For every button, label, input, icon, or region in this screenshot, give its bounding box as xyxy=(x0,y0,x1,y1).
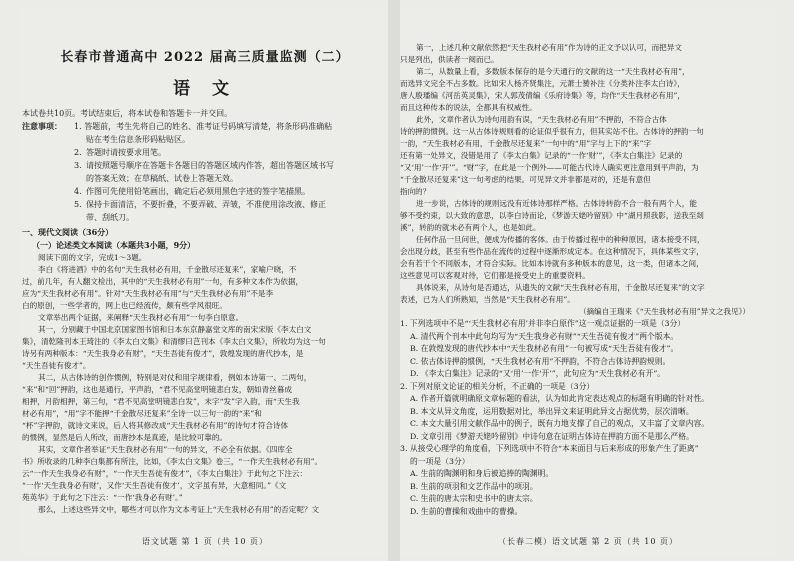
left-page xyxy=(22,8,388,553)
right-page-content xyxy=(400,8,776,518)
question-stem: 2. 下列对原文论证的相关分析，不正确的一项是（3分） xyxy=(400,381,595,391)
passage-line: 会有若干个不同版本，才符合实际。比如本诗就有多种版本的意见，这一类，但诸本之间， xyxy=(400,259,704,268)
answer-option: A. 作者开篇就明确原文章标题的看法，认为如此肯定表达观点的标题有明确的针对性。 xyxy=(410,394,710,403)
passage-line: 够不受约束，以大致的意思，以李白诗而论，《梦游天姥吟留别》中“湖月照我影，送我至剡 xyxy=(400,211,704,220)
passage-line: “一作‘天生我身必有财’，又作‘天生吾徒有俊才’，文字虽有异，大意相同。”《文 xyxy=(22,481,287,490)
reading-prompt: 阅读下面的文字，完成1～3题。 xyxy=(38,253,147,262)
passage-line: 其实，文章作者举证“天生我材必有用”一句的异文，不必全有依据。《四库全 xyxy=(38,445,293,454)
passage-line: 指向的？ xyxy=(400,187,431,196)
passage-line: “杯”字押韵，就诗文来说，后人将其修改成“天生我材必有用”的诗句才符合诗体 xyxy=(22,421,289,430)
passage-line: 具体说来，从诗句是否通达，从遗失的文献“天生我材必有用，千金散尽还复来”的文字 xyxy=(416,283,705,292)
passage-line: 一韵，“天生我材必有用，千金散尽还复来”一句中的“用”字与上下的“来”字 xyxy=(400,139,652,148)
passage-line: 云“一作天生我身必有财”，“一作天生吾徒有俊才”，《李太白集注》于此句之下注云： xyxy=(22,469,308,478)
passage-line: 唐人殷璠编《河岳英灵集》，宋人郭茂倩编《乐府诗集》等，均作“天生我材必有用”， xyxy=(400,91,685,100)
instruction-text: 答题前，考生先将自己的姓名、准考证号码填写清楚，将条形码准确粘 xyxy=(84,122,333,131)
passage-line: 诗另有两种版本：“天生我身必有财”，“天生吾徒有俊才”，敦煌发现的唐代抄本，是 xyxy=(22,349,304,358)
answer-option: A. 清代两个刊本中此句均写为“天生我身必有财”“天生吾徒有俊才”两个版本。 xyxy=(410,331,679,341)
instruction-item-3: 3. 请按照题号顺序在答题卡各题目的答题区域内作答，超出答题区域书写 xyxy=(74,161,334,170)
page-gutter xyxy=(388,0,400,561)
answer-option: B. 生前的项羽和文艺作品中的项羽。 xyxy=(410,481,538,491)
instructions-label: 注意事项： xyxy=(22,121,62,131)
passage-line: 任何作品一旦问世，便成为传播的客体。由于传播过程中的种种原因，诸本接受不同， xyxy=(416,235,705,244)
exam-title: 长春市普通高中 2022 届高三质量监测（二） xyxy=(60,50,350,65)
question-stem: 1. 下列选项中不是“‘天生我材必有用’并非李白原作”这一观点证据的一项是（3分） xyxy=(400,319,686,328)
page-footer-right: （长春二模）语文试题 第 2 页（共 10 页） xyxy=(498,537,678,546)
passage-line: 那么，上述这些异文中，哪些才可以作为文本考证上“天生我材必有用”的否定呢？文 xyxy=(38,505,320,514)
passage-line: 的惯例，显然是后人所改，而唐抄本是真迹，是比较可靠的。 xyxy=(22,433,228,442)
section-heading: 一、现代文阅读（36分） xyxy=(22,227,114,237)
passage-line: 李白《将进酒》中的名句“天生我材必有用，千金散尽还复来”，家喻户晓，不 xyxy=(38,265,297,274)
answer-option: C. 本文大量引用文献作品中的例子，既有力地支撑了自己的观点，又丰富了文章内容。 xyxy=(410,419,710,428)
passage-line: 第一，上述几种文献依然把“天生我材必有用”作为诗的正文予以认可，而把异文 xyxy=(416,43,682,52)
passage-line: 过，前几年，有人翻文检出，其中的“天生我材必有用”一句，有多种文本作为依据， xyxy=(22,277,304,286)
exam-notice: 本试卷共10页。考试结束后，将本试卷和答题卡一并交回。 xyxy=(22,109,233,118)
question-list xyxy=(400,318,776,518)
left-passage xyxy=(22,264,388,516)
passage-line: 会出现分歧，甚至有些作品在流传的过程中逐渐形成定本。在这种情况下，具体某些文字， xyxy=(400,247,704,256)
passage-line: 其一，分别藏于中国北京国家图书馆和日本东京静嘉堂文库的南宋宋版《李太白文 xyxy=(38,325,312,334)
passage-line: 文章举出两个证据，来阐释“天生我材必有用”一句李白原意。 xyxy=(38,313,244,322)
answer-option: C. 生前的唐太宗和史书中的唐太宗。 xyxy=(410,494,538,503)
subsection-heading: （一）论述类文本阅读（本题共3小题，9分） xyxy=(32,240,196,250)
passage-line: 只是列出，供读者一阅而已。 xyxy=(400,55,499,64)
page-footer-left: 语文试题 第 1 页（共 10 页） xyxy=(142,537,268,546)
answer-option: A. 生前的陶渊明和身后被追捧的陶渊明。 xyxy=(410,469,554,478)
passage-line: 而且这种传本的说法，全都具有权威性。 xyxy=(400,103,537,112)
answer-option: C. 依古体诗押韵惯例，“天生我材必有用”不押韵，不符合古体诗押韵规则。 xyxy=(410,356,671,366)
instruction-item-4: 4. 作图可先使用铅笔画出，确定后必须用黑色字迹的签字笔描黑。 xyxy=(74,187,310,196)
right-page xyxy=(400,8,776,553)
passage-line: 溪”，转韵的就未必有两个人，也是如此。 xyxy=(400,223,541,232)
passage-line: “又‘用’一作‘开’”。“财”字，在此是一个例外——可能古代诗人确实更注意用到平声韵，为 xyxy=(400,163,699,172)
instructions-list xyxy=(74,133,388,224)
passage-line: 白的原创，一些学者的，网上也已经流传，颇有些学风很旺。 xyxy=(22,301,228,310)
passage-line: “天生吾徒有俊才”。 xyxy=(22,361,91,370)
answer-option: B. 在敦煌发现的唐代抄本中“天生我材必有用”一句被写成“天生吾徒有俊才”。 xyxy=(410,344,679,353)
passage-line: 而选异文完全不占多数。比如宋人杨齐贤集注，元萧士赟补注《分类补注李太白诗》， xyxy=(400,79,685,88)
right-passage xyxy=(400,42,776,306)
passage-line: 书》所收录的几种李白集都有所注，比如，《李太白文集》卷三，“一作天生我材必有用”。 xyxy=(22,457,323,466)
instruction-item-1 xyxy=(74,120,332,133)
answer-option: D. 《李太白集注》记录的“又‘用’一作‘开’”，此句应为“天生我材必有开”。 xyxy=(410,369,666,378)
passage-line: “千金散尽还复来”这一句考虑的结果。可见异文并非都是对的，还是有意但 xyxy=(400,175,651,184)
passage-line: 相押，月韵相押，第三句，“君不见高堂明镜悲白发”，末字“发”字入韵，而“天生我 xyxy=(22,397,300,406)
instruction-item-5: 5. 保持卡面清洁，不要折叠，不要弄破、弄皱，不准使用涂改液、修正 xyxy=(74,200,326,209)
passage-line: 苑英华》于此句之下注云：“一作‘我身必有财’。” xyxy=(22,493,183,502)
question-stem-continuation: 的一项是（3分） xyxy=(410,456,470,466)
passage-line: “来”和“回”押韵，这也是通行，平声韵，“君不见高堂明镜悲白发，朝如青丝暮成 xyxy=(22,385,293,394)
passage-line: 进一步说，古体诗的规则远没有近体诗那样严格。古体诗转韵不合一般有两个人，能 xyxy=(416,199,697,208)
passage-line: 第二，从数量上看，多数版本保存的是今天通行的文献的这一“天生我材必有用”， xyxy=(416,67,690,76)
instruction-item-2: 2. 答题时请按要求用笔。 xyxy=(74,148,166,157)
passage-line: 材必有用”，“用”字不能押“千金散尽还复来”全诗一以三句一韵的“来”和 xyxy=(22,409,262,418)
instruction-number: 1. xyxy=(74,122,82,131)
passage-line: 应为“天生我材必有用”。针对“天生我材必有用”与“天生我材必有用”不是李 xyxy=(22,289,274,298)
passage-line: 诗的押韵惯例。这一从古体诗规则看的论证似乎很有力，但其实站不住。古体诗的押韵一句 xyxy=(400,127,704,136)
passage-line: 集》，清乾隆刊本王琦注的《李太白文集》和清缪曰芑刊本《李太白文集》，所收均为这一句 xyxy=(22,337,326,346)
passage-line: 其二，从古体诗的创作惯例，特别是对仗和用字规律看，例如本诗第一、二两句， xyxy=(38,373,312,382)
instruction-continuation-1: 贴在考生信息条形码粘贴区。 xyxy=(86,135,190,144)
passage-line: 还有第一处异文，没错是用了《李太白集》记录的“一作‘财’”，《李太白集注》记录的 xyxy=(400,151,683,160)
passage-line: 此外，文章作者认为诗句用韵有误，“天生我材必有用”不押韵，不符合古体 xyxy=(416,115,667,124)
passage-line: 这些意见可以客观对待，它们都是接受史上的重要资料。 xyxy=(400,271,590,280)
subject-heading: 语 文 xyxy=(173,79,237,99)
instructions-header xyxy=(22,120,388,133)
question-stem: 3. 从接受心理学的角度看，下列选项中不符合“本来面目与后来形成的形象产生了距离” xyxy=(400,444,699,453)
answer-option: D. 文章引用《梦游天姥吟留别》中诗句意在证明古体诗在押韵方面不是那么严格。 xyxy=(410,431,694,441)
answer-option: D. 生前的曹操和戏曲中的曹操。 xyxy=(410,506,523,516)
answer-option: B. 本文从异文角度，运用数据对比，举出异文来证明此异文占据优势，层次清晰。 xyxy=(410,406,694,416)
passage-source: （摘编自王瑞来《“天生我材必有用”异文之我见》） xyxy=(578,307,750,316)
passage-line: 表述，已为人们所熟知，当然是“天生我材必有用”。 xyxy=(400,295,575,304)
instruction-continuation-3: 的答案无效；在草稿纸、试卷上答题无效。 xyxy=(86,174,238,183)
instruction-continuation-5: 带、刮纸刀。 xyxy=(86,213,134,222)
